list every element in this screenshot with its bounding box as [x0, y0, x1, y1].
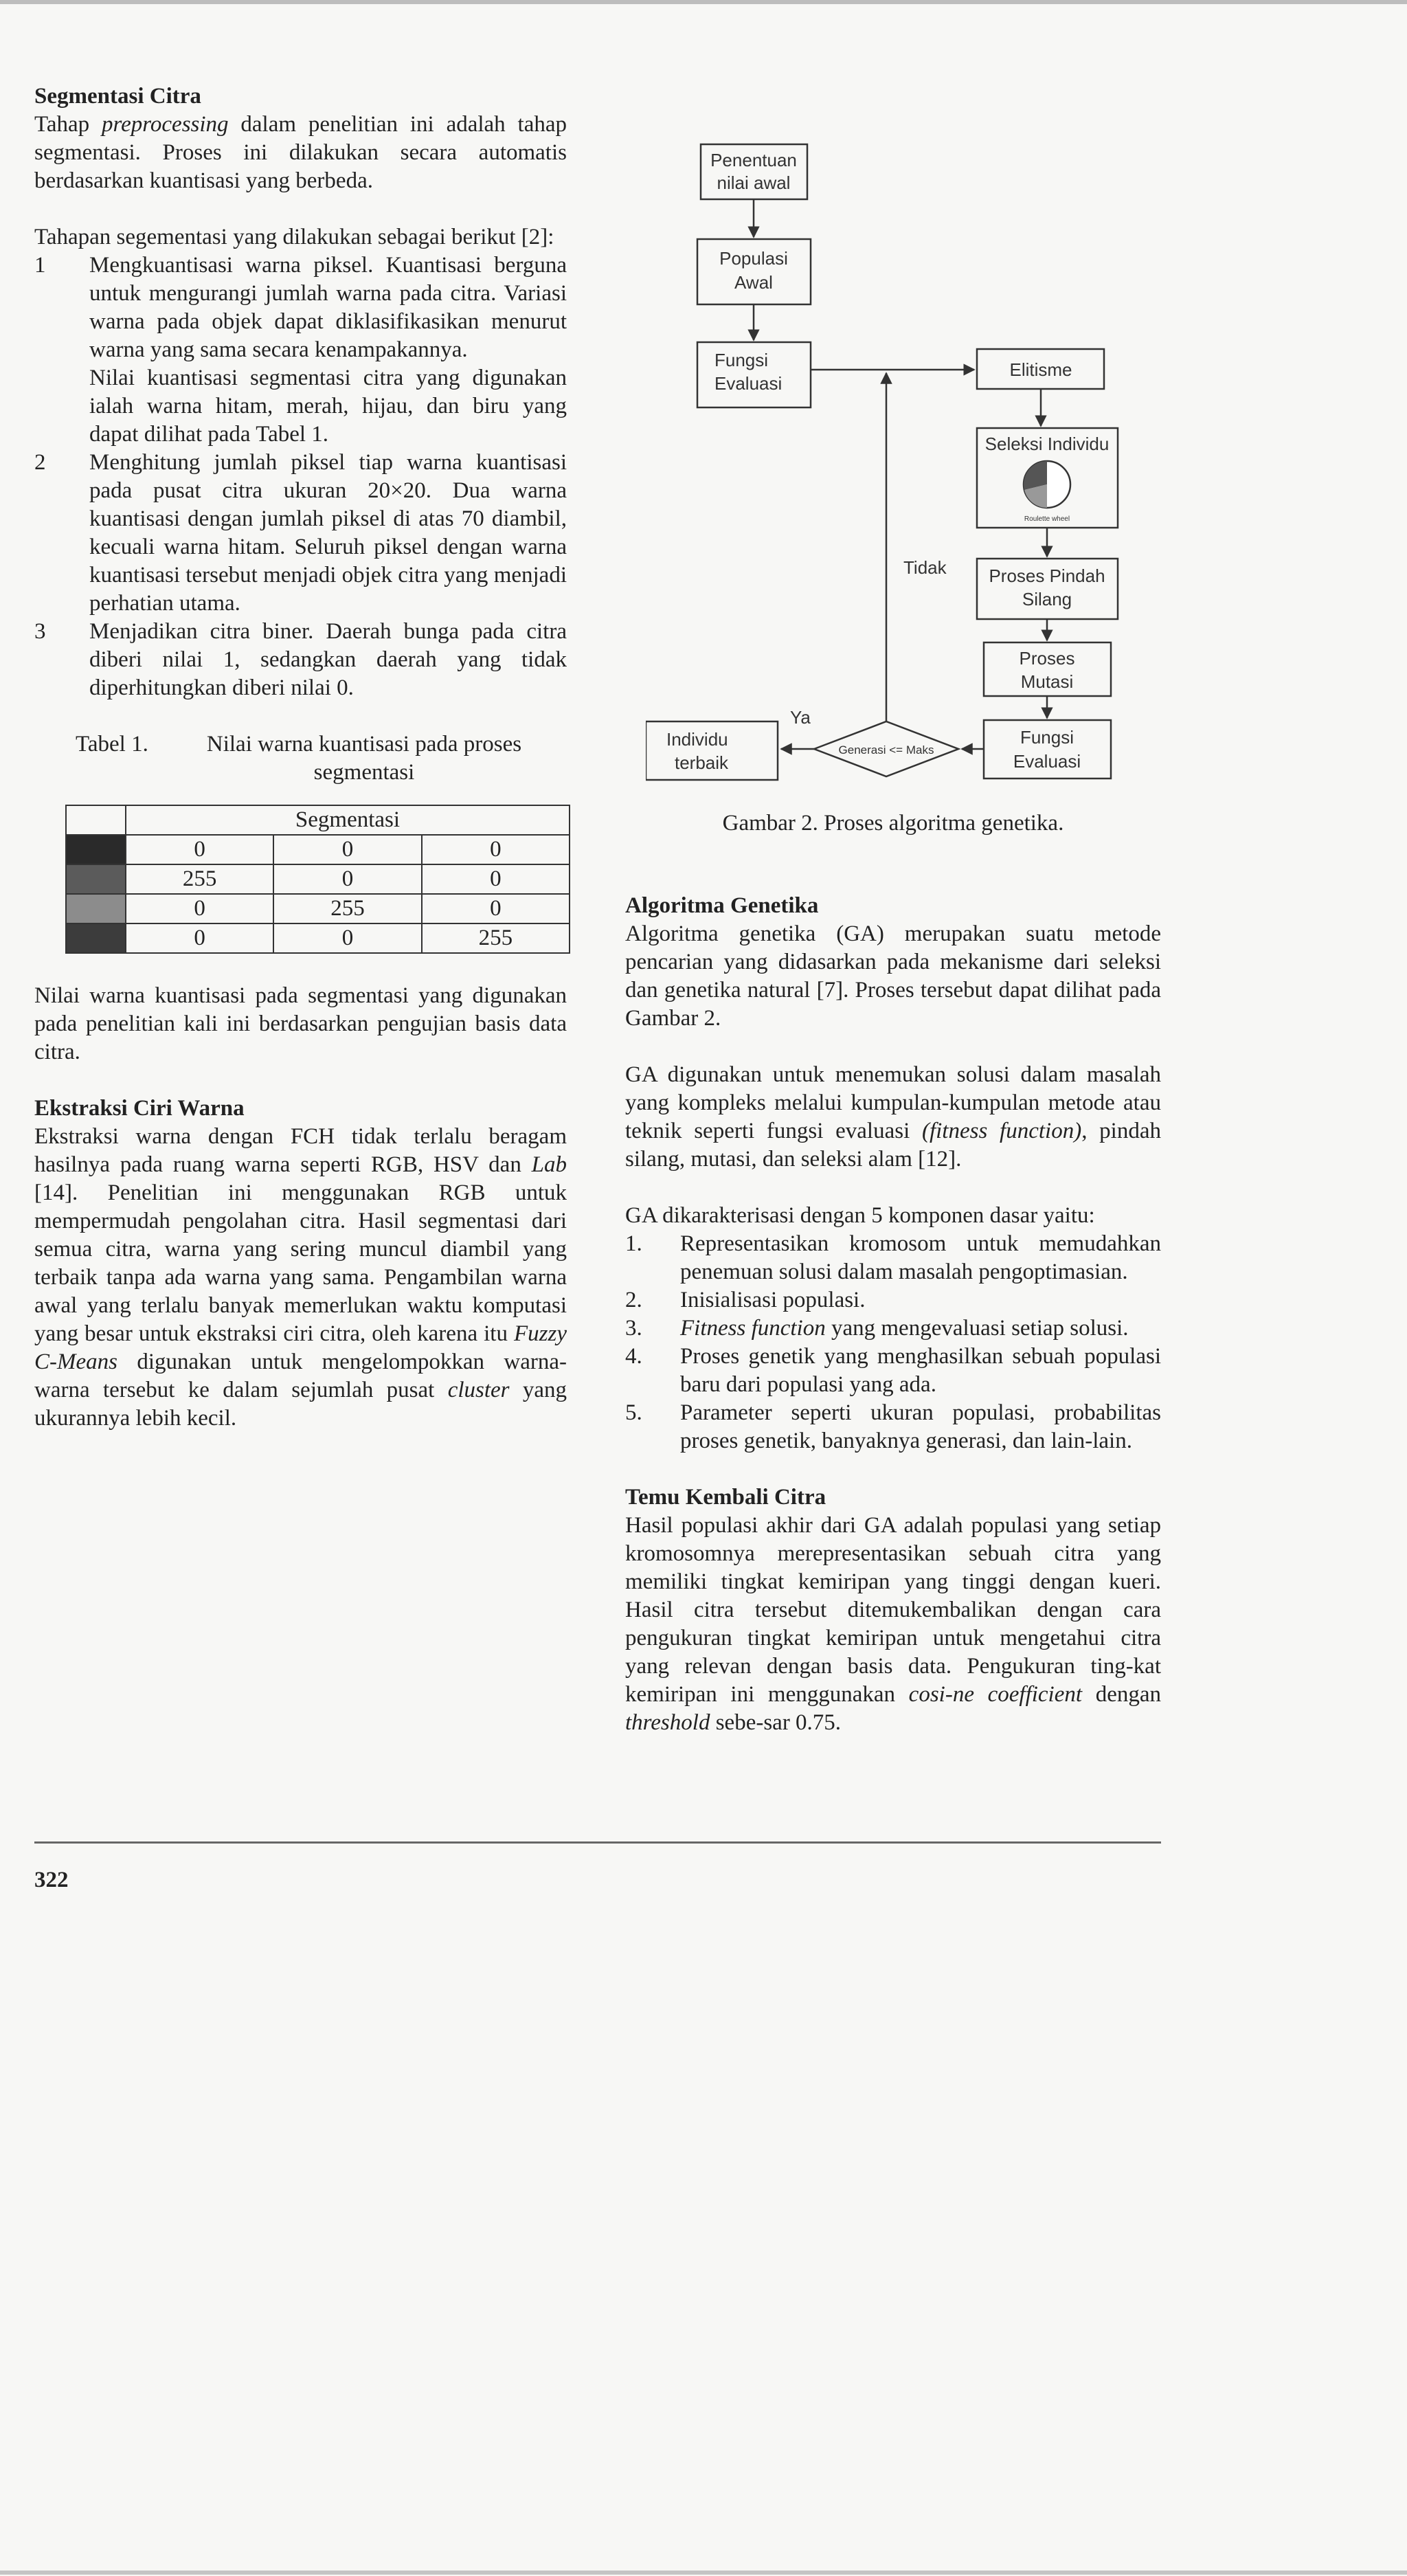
emphasis-text: cluster: [447, 1378, 510, 1402]
cell-r: 0: [126, 835, 273, 864]
table-row: [66, 835, 570, 864]
color-swatch: [66, 894, 126, 923]
cell-g: 0: [273, 835, 421, 864]
list-item: [34, 364, 567, 449]
list-item: [625, 1286, 1161, 1314]
text-run: dalam penelitian ini adalah tahap segmentasi. Proses ini dilakukan secara automatis berdasarkan kuantisasi yang berbeda.: [34, 112, 567, 193]
box-fungsi-evaluasi: [697, 342, 811, 407]
segmentation-steps-list: [34, 251, 567, 702]
emphasis-text: Lab: [531, 1152, 567, 1177]
list-item: [34, 449, 567, 618]
emphasis-text: cosi-ne coefficient: [908, 1682, 1083, 1707]
emphasis-text: threshold: [625, 1710, 710, 1735]
list-item: [625, 1230, 1161, 1286]
list-text: yang mengevaluasi setiap solusi.: [825, 1316, 1129, 1341]
box-sublabel: Roulette wheel: [1024, 515, 1070, 523]
list-number: 5.: [625, 1400, 642, 1425]
table-row: [66, 864, 570, 894]
box-label: Mutasi: [1020, 671, 1074, 692]
ga-flowchart: [646, 134, 1127, 821]
box-fungsi-evaluasi-2: [984, 720, 1111, 779]
figure-caption: Gambar 2. Proses algoritma genetika.: [722, 811, 1064, 836]
header-swatch-cell: [66, 805, 126, 835]
emphasis-text: Fuzzy C-Means: [34, 1321, 567, 1374]
box-label: nilai awal: [717, 172, 791, 193]
box-label: Penentuan: [710, 150, 797, 170]
list-item: [625, 1314, 1161, 1343]
table-caption-label: Tabel 1.: [76, 732, 148, 757]
section-heading-ga: Algoritma Genetika: [625, 893, 819, 918]
cell-b: 0: [422, 835, 570, 864]
paragraph-ga-1: Algoritma genetika (GA) merupakan suatu metode pencarian yang didasarkan pada mekanisme dari seleksi dan genetika natural [7]. Proses tersebut dapat dilihat pada Gambar 2.: [625, 921, 1161, 1031]
list-text: Parameter seperti ukuran populasi, probabilitas proses genetik, banyaknya generasi, dan lain-lain.: [680, 1400, 1161, 1453]
decision-label: Generasi <= Maks: [838, 743, 934, 757]
text-run: yang ukurannya lebih kecil.: [34, 1378, 567, 1431]
paragraph-ga-3: GA dikarakterisasi dengan 5 komponen dasar yaitu:: [625, 1203, 1095, 1228]
box-individu-terbaik: [646, 721, 778, 780]
box-label: Seleksi Individu: [984, 434, 1110, 454]
section-heading-segmentasi: Segmentasi Citra: [34, 84, 201, 109]
paragraph-segmentasi-intro: [34, 111, 567, 195]
paragraph-temu-kembali: [625, 1512, 1161, 1737]
list-number: 3: [34, 619, 46, 644]
page-number: 322: [34, 1868, 69, 1892]
list-text: Proses genetik yang menghasilkan sebuah populasi baru dari populasi yang ada.: [680, 1344, 1161, 1397]
list-text: Nilai kuantisasi segmentasi citra yang digunakan ialah warna hitam, merah, hijau, dan biru yang dapat dilihat pada Tabel 1.: [89, 366, 567, 447]
box-label: Evaluasi: [1013, 751, 1081, 772]
box-proses-pindah-silang: [977, 559, 1118, 619]
text-run: Hasil populasi akhir dari GA adalah populasi yang setiap kromosomnya merepresentasikan sebuah citra yang memiliki tingkat kemiripan yang tinggi dengan kueri. Hasil citra tersebut ditemukembalikan dengan cara pengukuran tingkat kemiripan untuk mengetahui citra yang relevan dengan basis data. Pengukuran ting-kat kemiripan ini menggunakan: [625, 1513, 1161, 1707]
list-item: [625, 1343, 1161, 1399]
paragraph-ekstraksi: [34, 1123, 567, 1433]
emphasis-text: (fitness function): [921, 1119, 1082, 1143]
text-run: sebe-sar 0.75.: [710, 1710, 842, 1735]
box-label: Elitisme: [1009, 359, 1072, 380]
text-run: dengan: [1082, 1682, 1161, 1707]
text-run: digunakan untuk mengelompokkan warna-warna tersebut ke dalam sejumlah pusat: [34, 1349, 567, 1402]
box-label: Proses Pindah: [989, 565, 1105, 586]
paragraph-after-table: Nilai warna kuantisasi pada segmentasi yang digunakan pada penelitian kali ini berdasarkan pengujian basis data citra.: [34, 983, 567, 1064]
table-row: [66, 923, 570, 953]
text-run: GA digunakan untuk menemukan solusi dalam masalah yang kompleks melalui kumpulan-kumpulan metode atau teknik seperti fungsi evaluasi: [625, 1062, 1161, 1143]
emphasis-text: Fitness function: [680, 1316, 826, 1341]
cell-b: 255: [422, 923, 570, 953]
box-penentuan-nilai-awal: [701, 144, 807, 199]
quantization-table: [65, 805, 570, 954]
bottom-scan-line: [0, 2571, 1407, 2575]
box-label: Fungsi: [1020, 727, 1074, 748]
table-row: [66, 894, 570, 923]
cell-b: 0: [422, 894, 570, 923]
list-text: Inisialisasi populasi.: [680, 1288, 866, 1312]
box-label: Proses: [1019, 648, 1075, 669]
left-column: [34, 82, 567, 1433]
text-run: Ekstraksi warna dengan FCH tidak terlalu beragam hasilnya pada ruang warna seperti RGB, HSV dan: [34, 1124, 567, 1177]
table-caption-text: Nilai warna kuantisasi pada proses segmentasi: [206, 732, 522, 785]
paragraph-ga-2: [625, 1061, 1161, 1174]
list-item: [34, 618, 567, 702]
box-proses-mutasi: [984, 642, 1111, 696]
paragraph-tahapan: Tahapan segementasi yang dilakukan sebagai berikut [2]:: [34, 225, 554, 249]
list-text: Representasikan kromosom untuk memudahkan penemuan solusi dalam masalah pengoptimasian.: [680, 1231, 1161, 1284]
table-header-row: [66, 805, 570, 835]
cell-b: 0: [422, 864, 570, 894]
list-number: 2: [34, 450, 46, 475]
section-heading-temu-kembali: Temu Kembali Citra: [625, 1485, 826, 1510]
list-number: 2.: [625, 1288, 642, 1312]
cell-g: 0: [273, 923, 421, 953]
section-heading-ekstraksi: Ekstraksi Ciri Warna: [34, 1096, 245, 1121]
box-seleksi-individu: [977, 428, 1118, 528]
box-label: Fungsi: [714, 350, 769, 370]
footer-rule: [34, 1841, 1161, 1844]
ga-components-list: [625, 1230, 1161, 1455]
box-label: Populasi: [719, 248, 788, 269]
text-run: Tahap: [34, 112, 102, 137]
list-number: 4.: [625, 1344, 642, 1369]
cell-r: 0: [126, 923, 273, 953]
color-swatch: [66, 923, 126, 953]
table-header: Segmentasi: [126, 805, 570, 835]
right-column: [625, 892, 1161, 1737]
decision-generasi-maks: [814, 721, 958, 776]
cell-g: 255: [273, 894, 421, 923]
cell-r: 255: [126, 864, 273, 894]
list-number: 3.: [625, 1316, 642, 1341]
color-swatch: [66, 864, 126, 894]
list-text: Menjadikan citra biner. Daerah bunga pada citra diberi nilai 1, sedangkan daerah yang tidak diperhitungkan diberi nilai 0.: [89, 619, 567, 700]
label-ya: Ya: [790, 707, 811, 728]
list-number: 1.: [625, 1231, 642, 1256]
emphasis-text: preprocessing: [102, 112, 229, 137]
box-label: Individu: [666, 729, 728, 750]
list-item: [34, 251, 567, 364]
list-number: 1: [34, 253, 46, 278]
box-label: Evaluasi: [714, 373, 783, 394]
box-elitisme: [977, 349, 1104, 389]
text-run: , pindah silang, mutasi, dan seleksi alam [12].: [625, 1119, 1161, 1172]
box-label: terbaik: [675, 752, 729, 773]
label-tidak: Tidak: [903, 557, 947, 578]
box-label: Silang: [1022, 589, 1072, 609]
table-caption: [34, 730, 567, 787]
cell-g: 0: [273, 864, 421, 894]
text-run: [14]. Penelitian ini menggunakan RGB untuk mempermudah pengolahan citra. Hasil segmentasi dari semua citra, warna yang sering muncul diambil yang terbaik tanpa ada warna yang sama. Pengambilan warna awal yang terlalu banyak memerlukan waktu komputasi yang besar untuk ekstraksi ciri citra, oleh karena itu: [34, 1180, 567, 1346]
top-scan-line: [0, 0, 1407, 4]
list-item: [625, 1399, 1161, 1455]
box-populasi-awal: [697, 239, 811, 304]
cell-r: 0: [126, 894, 273, 923]
box-label: Awal: [734, 272, 773, 293]
color-swatch: [66, 835, 126, 864]
list-text: Menghitung jumlah piksel tiap warna kuantisasi pada pusat citra ukuran 20×20. Dua warna kuantisasi dengan jumlah piksel di atas 70 diambil, kecuali warna hitam. Seluruh piksel dengan warna kuantisasi tersebut menjadi objek citra yang menjadi perhatian utama.: [89, 450, 567, 616]
list-text: Mengkuantisasi warna piksel. Kuantisasi berguna untuk mengurangi jumlah warna pada citra. Variasi warna pada objek dapat diklasifikasikan menurut warna yang sama secara kenampakannya.: [89, 253, 567, 362]
